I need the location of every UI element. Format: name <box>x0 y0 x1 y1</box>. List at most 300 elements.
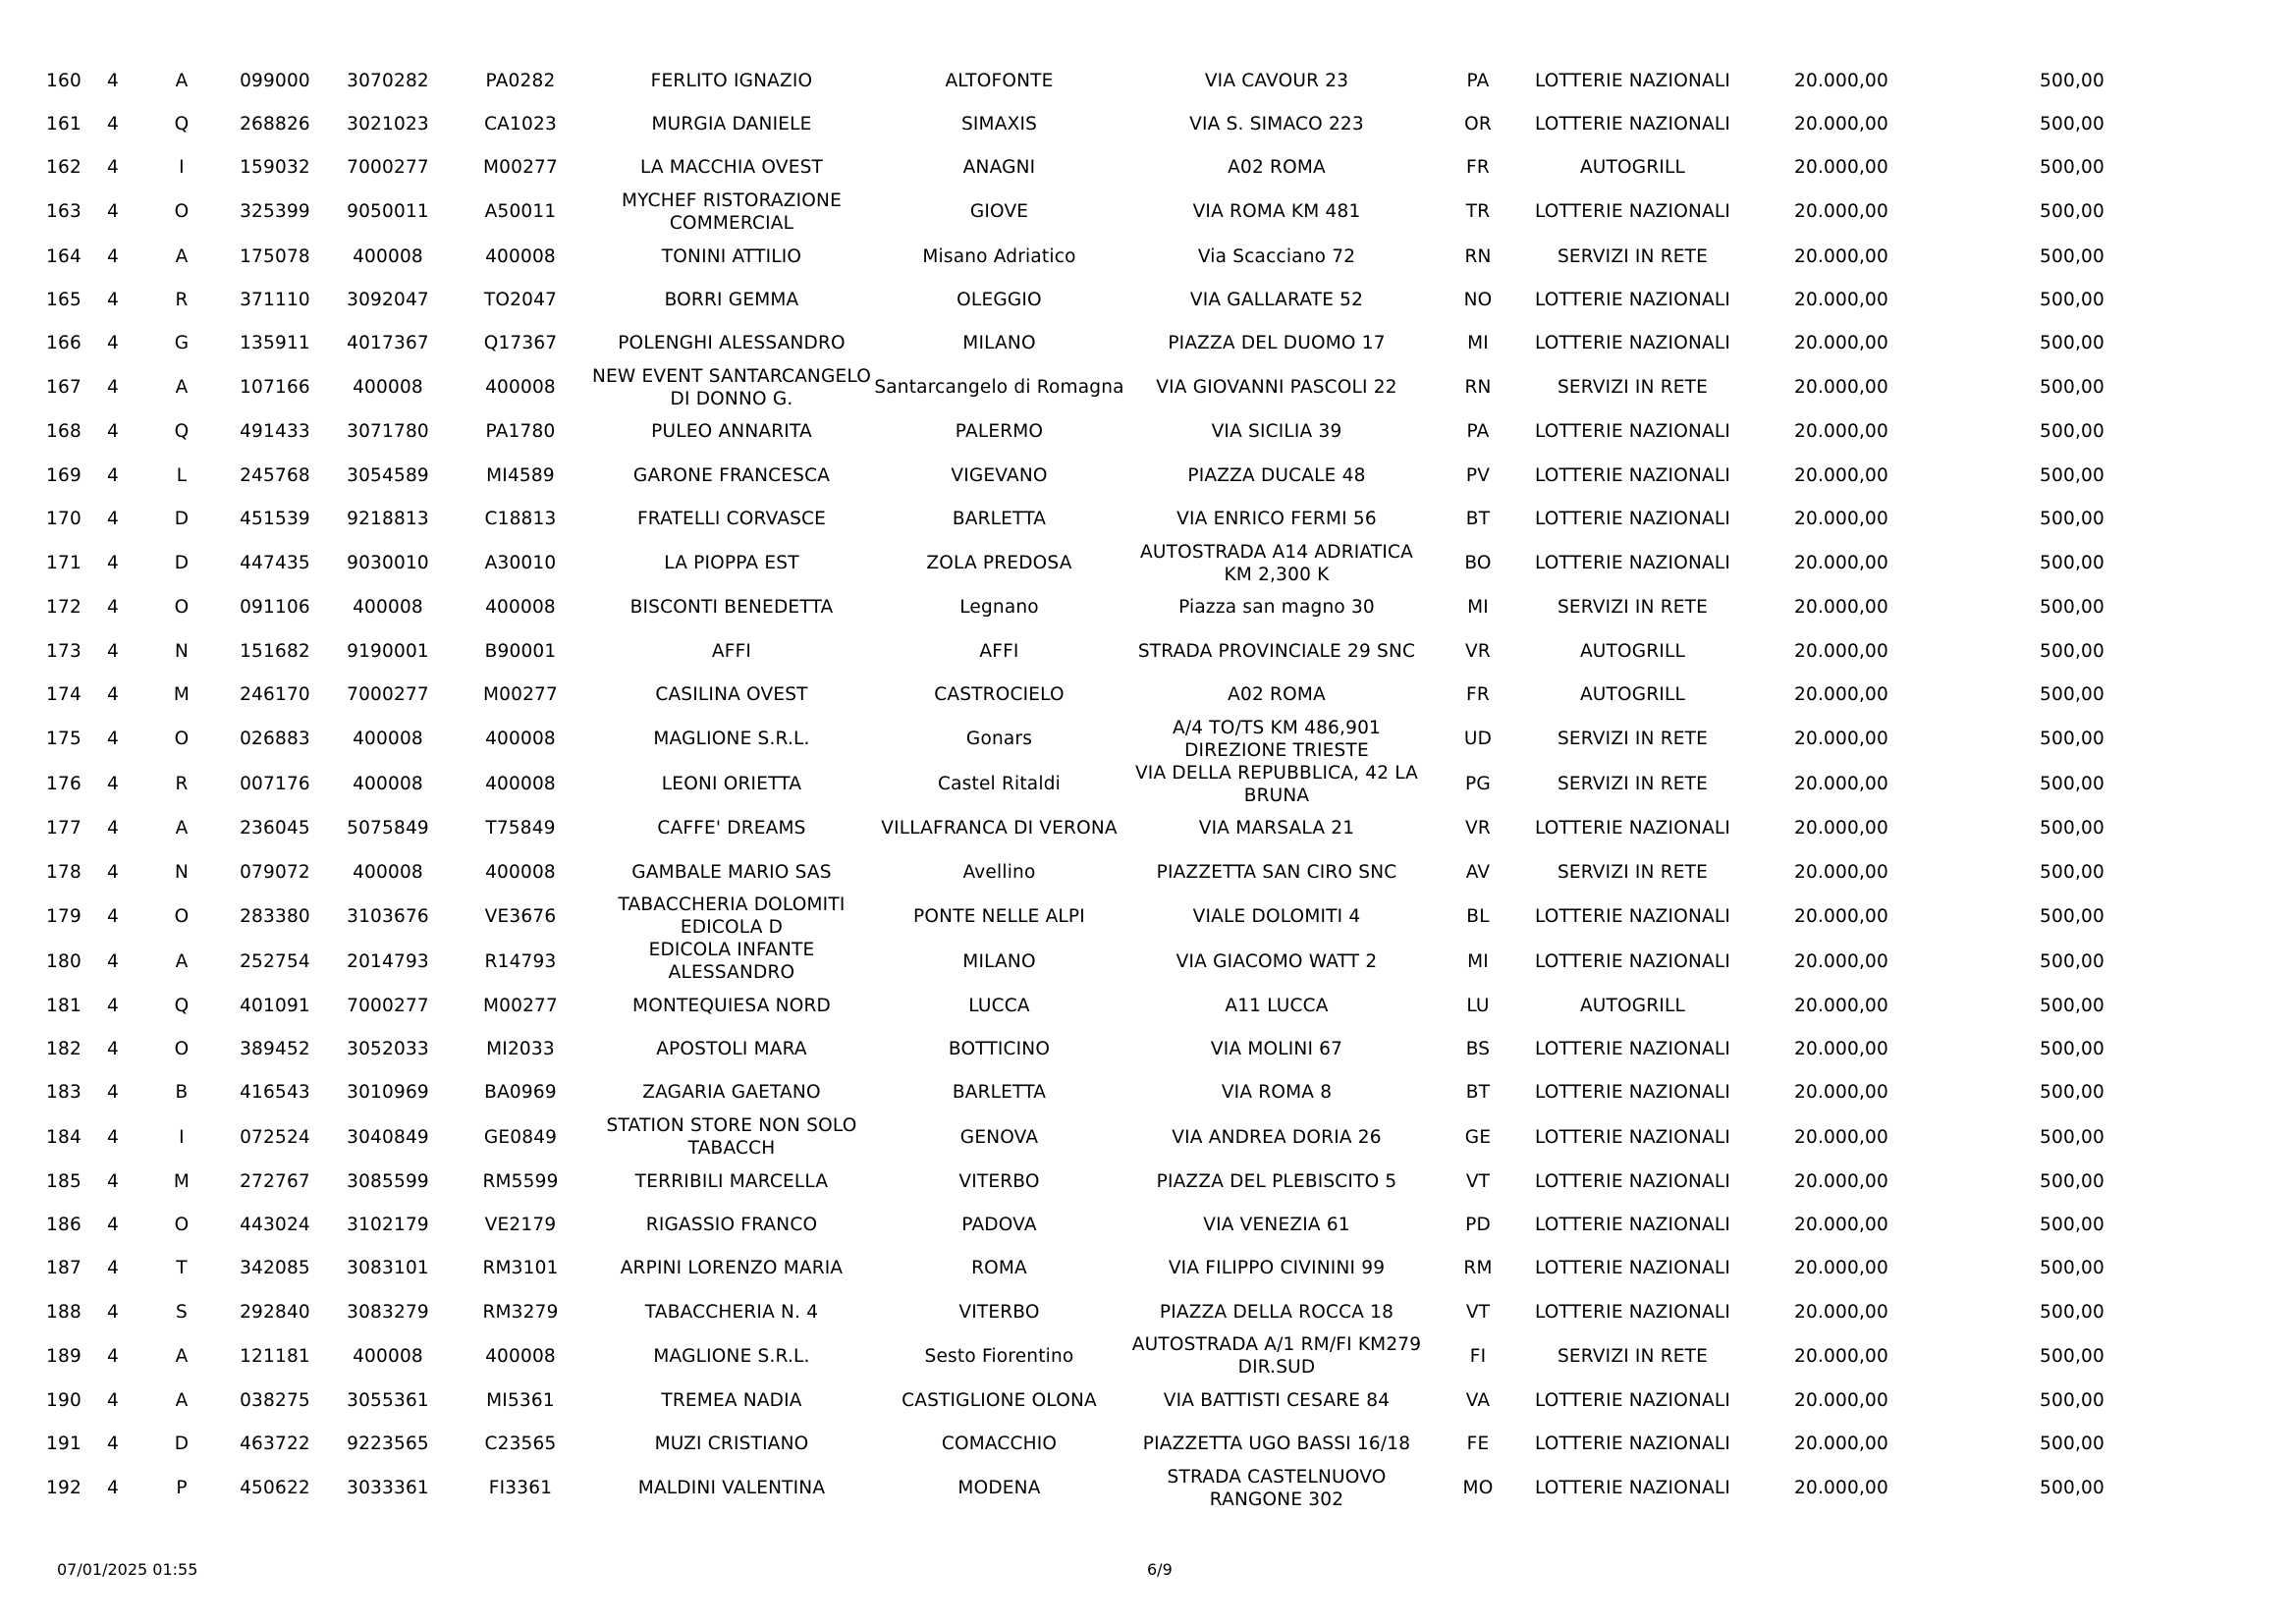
progressive-number-cell: 163 <box>46 201 82 223</box>
province-cell: FE <box>1466 1434 1490 1455</box>
channel-cell: LOTTERIE NAZIONALI <box>1534 1478 1731 1499</box>
address-cell: VIA SICILIA 39 <box>1211 421 1342 443</box>
terminal-code-cell: 400008 <box>485 729 556 750</box>
table-row <box>39 365 2200 410</box>
city-cell: ALTOFONTE <box>945 70 1054 91</box>
table-row <box>39 1114 2200 1160</box>
draw-category-cell: 4 <box>107 333 119 354</box>
terminal-code-cell: BA0969 <box>484 1082 557 1104</box>
prize-amount-cell: 500,00 <box>2040 509 2105 530</box>
ticket-amount-cell: 20.000,00 <box>1794 729 1888 750</box>
series-letter-cell: L <box>176 464 188 486</box>
retailer-name-cell: LA PIOPPA EST <box>664 553 799 574</box>
draw-category-cell: 4 <box>107 421 119 443</box>
retailer-code-cell: 3070282 <box>347 70 429 91</box>
city-cell: GENOVA <box>959 1126 1039 1148</box>
retailer-name-cell: TREMEA NADIA <box>661 1389 802 1411</box>
prize-amount-cell: 500,00 <box>2040 995 2105 1016</box>
table-body <box>39 59 2200 1511</box>
terminal-code-cell: A30010 <box>484 553 557 574</box>
ticket-amount-cell: 20.000,00 <box>1794 1389 1888 1411</box>
prize-amount-cell: 500,00 <box>2040 1301 2105 1323</box>
channel-cell: LOTTERIE NAZIONALI <box>1534 905 1731 927</box>
draw-category-cell: 4 <box>107 597 119 619</box>
channel-cell: AUTOGRILL <box>1579 157 1686 179</box>
address-cell: VIA MARSALA 21 <box>1198 818 1355 839</box>
draw-category-cell: 4 <box>107 950 119 972</box>
retailer-name-cell: ZAGARIA GAETANO <box>642 1082 821 1104</box>
province-cell: FR <box>1466 683 1490 705</box>
progressive-number-cell: 180 <box>46 950 82 972</box>
retailer-name-cell: MONTEQUIESA NORD <box>632 995 831 1016</box>
retailer-code-cell: 3010969 <box>347 1082 429 1104</box>
city-cell: GIOVE <box>969 201 1029 223</box>
retailer-code-cell: 3052033 <box>347 1039 429 1060</box>
channel-cell: LOTTERIE NAZIONALI <box>1534 421 1731 443</box>
retailer-name-cell: MURGIA DANIELE <box>651 113 812 135</box>
address-cell: VIA BATTISTI CESARE 84 <box>1163 1389 1391 1411</box>
ticket-amount-cell: 20.000,00 <box>1794 1345 1888 1367</box>
ticket-number-cell: 099000 <box>240 70 310 91</box>
progressive-number-cell: 169 <box>46 464 82 486</box>
prize-amount-cell: 500,00 <box>2040 1434 2105 1455</box>
series-letter-cell: Q <box>174 995 190 1016</box>
terminal-code-cell: Q17367 <box>483 333 558 354</box>
retailer-code-cell: 3102179 <box>347 1214 429 1235</box>
table-row <box>39 189 2200 235</box>
retailer-code-cell: 9030010 <box>347 553 429 574</box>
terminal-code-cell: 400008 <box>485 245 556 267</box>
prize-amount-cell: 500,00 <box>2040 818 2105 839</box>
address-cell: PIAZZA DEL PLEBISCITO 5 <box>1156 1170 1397 1192</box>
address-cell: VIA ANDREA DORIA 26 <box>1172 1126 1382 1148</box>
progressive-number-cell: 188 <box>46 1301 82 1323</box>
address-cell: PIAZZA DUCALE 48 <box>1187 464 1366 486</box>
province-cell: PA <box>1466 421 1490 443</box>
retailer-code-cell: 400008 <box>353 774 423 795</box>
ticket-number-cell: 121181 <box>240 1345 310 1367</box>
terminal-code-cell: VE3676 <box>484 905 557 927</box>
channel-cell: LOTTERIE NAZIONALI <box>1534 818 1731 839</box>
series-letter-cell: S <box>176 1301 188 1323</box>
channel-cell: LOTTERIE NAZIONALI <box>1534 1214 1731 1235</box>
progressive-number-cell: 170 <box>46 509 82 530</box>
table-row <box>39 146 2200 189</box>
channel-cell: LOTTERIE NAZIONALI <box>1534 464 1731 486</box>
ticket-number-cell: 292840 <box>240 1301 310 1323</box>
ticket-number-cell: 416543 <box>240 1082 310 1104</box>
terminal-code-cell: CA1023 <box>484 113 557 135</box>
progressive-number-cell: 168 <box>46 421 82 443</box>
draw-category-cell: 4 <box>107 729 119 750</box>
city-cell: VIGEVANO <box>951 464 1048 486</box>
retailer-name-cell: ARPINI LORENZO MARIA <box>620 1258 844 1279</box>
series-letter-cell: N <box>174 861 190 883</box>
progressive-number-cell: 179 <box>46 905 82 927</box>
draw-category-cell: 4 <box>107 1345 119 1367</box>
ticket-amount-cell: 20.000,00 <box>1794 70 1888 91</box>
table-row <box>39 1423 2200 1466</box>
progressive-number-cell: 172 <box>46 597 82 619</box>
table-row <box>39 939 2200 984</box>
progressive-number-cell: 192 <box>46 1478 82 1499</box>
province-cell: PG <box>1465 774 1491 795</box>
retailer-code-cell: 2014793 <box>347 950 429 972</box>
address-cell: VIA CAVOUR 23 <box>1204 70 1349 91</box>
terminal-code-cell: PA1780 <box>485 421 556 443</box>
ticket-number-cell: 447435 <box>240 553 310 574</box>
series-letter-cell: N <box>174 640 190 662</box>
address-cell: VIA ROMA 8 <box>1221 1082 1333 1104</box>
address-cell: A02 ROMA <box>1228 157 1326 179</box>
prize-amount-cell: 500,00 <box>2040 729 2105 750</box>
ticket-number-cell: 091106 <box>240 597 310 619</box>
retailer-code-cell: 9218813 <box>347 509 429 530</box>
retailer-name-cell: TONINI ATTILIO <box>661 245 802 267</box>
series-letter-cell: M <box>173 1170 191 1192</box>
province-cell: BO <box>1464 553 1492 574</box>
retailer-code-cell: 400008 <box>353 861 423 883</box>
retailer-name-cell: CASILINA OVEST <box>655 683 808 705</box>
table-row <box>39 410 2200 454</box>
terminal-code-cell: M00277 <box>482 683 558 705</box>
draw-category-cell: 4 <box>107 818 119 839</box>
terminal-code-cell: 400008 <box>485 861 556 883</box>
retailer-name-cell: BISCONTI BENEDETTA <box>629 597 834 619</box>
terminal-code-cell: RM3101 <box>482 1258 559 1279</box>
prize-amount-cell: 500,00 <box>2040 1082 2105 1104</box>
retailer-code-cell: 3040849 <box>347 1126 429 1148</box>
draw-category-cell: 4 <box>107 640 119 662</box>
channel-cell: SERVIZI IN RETE <box>1557 245 1709 267</box>
ticket-number-cell: 079072 <box>240 861 310 883</box>
address-cell: A/4 TO/TS KM 486,901 DIREZIONE TRIESTE <box>1172 717 1382 761</box>
progressive-number-cell: 182 <box>46 1039 82 1060</box>
prize-amount-cell: 500,00 <box>2040 861 2105 883</box>
terminal-code-cell: PA0282 <box>485 70 556 91</box>
retailer-name-cell: GARONE FRANCESCA <box>632 464 831 486</box>
retailer-name-cell: CAFFE' DREAMS <box>657 818 806 839</box>
city-cell: BARLETTA <box>952 1082 1047 1104</box>
terminal-code-cell: C23565 <box>484 1434 557 1455</box>
retailer-name-cell: FRATELLI CORVASCE <box>636 509 827 530</box>
province-cell: RM <box>1463 1258 1493 1279</box>
series-letter-cell: R <box>175 774 189 795</box>
ticket-number-cell: 026883 <box>240 729 310 750</box>
draw-category-cell: 4 <box>107 1478 119 1499</box>
draw-category-cell: 4 <box>107 995 119 1016</box>
ticket-amount-cell: 20.000,00 <box>1794 421 1888 443</box>
city-cell: ANAGNI <box>962 157 1036 179</box>
prize-amount-cell: 500,00 <box>2040 774 2105 795</box>
channel-cell: SERVIZI IN RETE <box>1557 861 1709 883</box>
ticket-amount-cell: 20.000,00 <box>1794 640 1888 662</box>
address-cell: A02 ROMA <box>1228 683 1326 705</box>
series-letter-cell: I <box>179 1126 185 1148</box>
table-row <box>39 850 2200 893</box>
province-cell: BL <box>1466 905 1490 927</box>
prize-amount-cell: 500,00 <box>2040 421 2105 443</box>
terminal-code-cell: MI5361 <box>486 1389 555 1411</box>
ticket-amount-cell: 20.000,00 <box>1794 1082 1888 1104</box>
province-cell: TR <box>1465 201 1491 223</box>
retailer-code-cell: 9190001 <box>347 640 429 662</box>
channel-cell: LOTTERIE NAZIONALI <box>1534 113 1731 135</box>
ticket-number-cell: 401091 <box>240 995 310 1016</box>
city-cell: Santarcangelo di Romagna <box>874 377 1124 399</box>
draw-category-cell: 4 <box>107 113 119 135</box>
ticket-amount-cell: 20.000,00 <box>1794 553 1888 574</box>
draw-category-cell: 4 <box>107 509 119 530</box>
ticket-amount-cell: 20.000,00 <box>1794 509 1888 530</box>
ticket-number-cell: 245768 <box>240 464 310 486</box>
table-row <box>39 984 2200 1027</box>
city-cell: VITERBO <box>958 1301 1040 1323</box>
table-row <box>39 1290 2200 1333</box>
ticket-number-cell: 007176 <box>240 774 310 795</box>
address-cell: VIA ROMA KM 481 <box>1192 201 1361 223</box>
series-letter-cell: G <box>174 333 190 354</box>
city-cell: LUCCA <box>968 995 1030 1016</box>
channel-cell: LOTTERIE NAZIONALI <box>1534 1082 1731 1104</box>
retailer-code-cell: 3103676 <box>347 905 429 927</box>
series-letter-cell: Q <box>174 421 190 443</box>
ticket-number-cell: 325399 <box>240 201 310 223</box>
retailer-name-cell: TABACCHERIA DOLOMITI EDICOLA D <box>618 894 846 939</box>
draw-category-cell: 4 <box>107 464 119 486</box>
retailer-code-cell: 3085599 <box>347 1170 429 1192</box>
progressive-number-cell: 166 <box>46 333 82 354</box>
address-cell: VIA VENEZIA 61 <box>1203 1214 1350 1235</box>
terminal-code-cell: T75849 <box>485 818 556 839</box>
prize-amount-cell: 500,00 <box>2040 289 2105 310</box>
address-cell: PIAZZETTA SAN CIRO SNC <box>1156 861 1397 883</box>
footer-page-number: 6/9 <box>1147 1560 1173 1579</box>
ticket-amount-cell: 20.000,00 <box>1794 774 1888 795</box>
address-cell: VIA GALLARATE 52 <box>1189 289 1364 310</box>
draw-category-cell: 4 <box>107 553 119 574</box>
ticket-amount-cell: 20.000,00 <box>1794 597 1888 619</box>
draw-category-cell: 4 <box>107 289 119 310</box>
terminal-code-cell: RM5599 <box>482 1170 559 1192</box>
city-cell: PADOVA <box>961 1214 1037 1235</box>
address-cell: VIA MOLINI 67 <box>1210 1039 1343 1060</box>
draw-category-cell: 4 <box>107 1082 119 1104</box>
province-cell: OR <box>1464 113 1492 135</box>
city-cell: Gonars <box>965 729 1033 750</box>
ticket-number-cell: 389452 <box>240 1039 310 1060</box>
terminal-code-cell: 400008 <box>485 597 556 619</box>
draw-category-cell: 4 <box>107 70 119 91</box>
city-cell: BOTTICINO <box>948 1039 1051 1060</box>
progressive-number-cell: 167 <box>46 377 82 399</box>
ticket-number-cell: 072524 <box>240 1126 310 1148</box>
retailer-code-cell: 400008 <box>353 377 423 399</box>
table-row <box>39 717 2200 762</box>
progressive-number-cell: 181 <box>46 995 82 1016</box>
terminal-code-cell: FI3361 <box>488 1478 553 1499</box>
address-cell: Piazza san magno 30 <box>1178 597 1375 619</box>
retailer-code-cell: 3054589 <box>347 464 429 486</box>
ticket-number-cell: 252754 <box>240 950 310 972</box>
terminal-code-cell: 400008 <box>485 1345 556 1367</box>
draw-category-cell: 4 <box>107 683 119 705</box>
prize-amount-cell: 500,00 <box>2040 333 2105 354</box>
province-cell: FI <box>1469 1345 1487 1367</box>
channel-cell: SERVIZI IN RETE <box>1557 1345 1709 1367</box>
province-cell: MI <box>1467 597 1489 619</box>
terminal-code-cell: B90001 <box>484 640 557 662</box>
ticket-number-cell: 236045 <box>240 818 310 839</box>
channel-cell: AUTOGRILL <box>1579 995 1686 1016</box>
province-cell: PV <box>1465 464 1491 486</box>
city-cell: CASTROCIELO <box>934 683 1065 705</box>
ticket-number-cell: 246170 <box>240 683 310 705</box>
retailer-name-cell: MAGLIONE S.R.L. <box>653 729 810 750</box>
table-row <box>39 1247 2200 1290</box>
ticket-amount-cell: 20.000,00 <box>1794 683 1888 705</box>
retailer-name-cell: PULEO ANNARITA <box>651 421 812 443</box>
city-cell: ZOLA PREDOSA <box>926 553 1072 574</box>
series-letter-cell: R <box>175 289 189 310</box>
progressive-number-cell: 184 <box>46 1126 82 1148</box>
series-letter-cell: O <box>174 597 190 619</box>
retailer-name-cell: NEW EVENT SANTARCANGELO DI DONNO G. <box>591 365 872 409</box>
ticket-amount-cell: 20.000,00 <box>1794 1039 1888 1060</box>
retailer-name-cell: STATION STORE NON SOLO TABACCH <box>606 1115 857 1160</box>
ticket-amount-cell: 20.000,00 <box>1794 1170 1888 1192</box>
progressive-number-cell: 173 <box>46 640 82 662</box>
ticket-amount-cell: 20.000,00 <box>1794 1258 1888 1279</box>
progressive-number-cell: 175 <box>46 729 82 750</box>
retailer-code-cell: 3083279 <box>347 1301 429 1323</box>
progressive-number-cell: 183 <box>46 1082 82 1104</box>
address-cell: VIA GIACOMO WATT 2 <box>1175 950 1378 972</box>
province-cell: GE <box>1464 1126 1492 1148</box>
terminal-code-cell: C18813 <box>484 509 557 530</box>
channel-cell: LOTTERIE NAZIONALI <box>1534 1170 1731 1192</box>
ticket-number-cell: 107166 <box>240 377 310 399</box>
table-row <box>39 1333 2200 1379</box>
ticket-number-cell: 272767 <box>240 1170 310 1192</box>
ticket-amount-cell: 20.000,00 <box>1794 1214 1888 1235</box>
draw-category-cell: 4 <box>107 1434 119 1455</box>
progressive-number-cell: 190 <box>46 1389 82 1411</box>
city-cell: PONTE NELLE ALPI <box>913 905 1085 927</box>
retailer-code-cell: 400008 <box>353 729 423 750</box>
retailer-code-cell: 3083101 <box>347 1258 429 1279</box>
draw-category-cell: 4 <box>107 1301 119 1323</box>
province-cell: PD <box>1465 1214 1491 1235</box>
table-row <box>39 893 2200 939</box>
retailer-name-cell: MYCHEF RISTORAZIONE COMMERCIAL <box>622 189 842 234</box>
channel-cell: LOTTERIE NAZIONALI <box>1534 70 1731 91</box>
ticket-amount-cell: 20.000,00 <box>1794 289 1888 310</box>
province-cell: UD <box>1463 729 1493 750</box>
terminal-code-cell: VE2179 <box>484 1214 557 1235</box>
table-row <box>39 586 2200 629</box>
province-cell: VR <box>1465 818 1491 839</box>
retailer-name-cell: MAGLIONE S.R.L. <box>653 1345 810 1367</box>
series-letter-cell: O <box>174 729 190 750</box>
prize-amount-cell: 500,00 <box>2040 1039 2105 1060</box>
table-row <box>39 807 2200 850</box>
city-cell: ROMA <box>971 1258 1027 1279</box>
prize-amount-cell: 500,00 <box>2040 464 2105 486</box>
prize-amount-cell: 500,00 <box>2040 1345 2105 1367</box>
table-row <box>39 1071 2200 1114</box>
series-letter-cell: I <box>179 157 185 179</box>
retailer-code-cell: 7000277 <box>347 683 429 705</box>
channel-cell: LOTTERIE NAZIONALI <box>1534 1301 1731 1323</box>
ticket-amount-cell: 20.000,00 <box>1794 333 1888 354</box>
address-cell: VIA DELLA REPUBBLICA, 42 LA BRUNA <box>1134 762 1419 806</box>
retailer-code-cell: 3021023 <box>347 113 429 135</box>
table-row <box>39 673 2200 716</box>
prize-amount-cell: 500,00 <box>2040 245 2105 267</box>
channel-cell: LOTTERIE NAZIONALI <box>1534 553 1731 574</box>
address-cell: VIA S. SIMACO 223 <box>1189 113 1364 135</box>
ticket-amount-cell: 20.000,00 <box>1794 1301 1888 1323</box>
prize-amount-cell: 500,00 <box>2040 1478 2105 1499</box>
province-cell: VT <box>1465 1170 1491 1192</box>
ticket-number-cell: 450622 <box>240 1478 310 1499</box>
province-cell: BT <box>1465 509 1491 530</box>
ticket-amount-cell: 20.000,00 <box>1794 464 1888 486</box>
retailer-name-cell: APOSTOLI MARA <box>656 1039 807 1060</box>
ticket-amount-cell: 20.000,00 <box>1794 950 1888 972</box>
retailer-name-cell: TERRIBILI MARCELLA <box>634 1170 829 1192</box>
terminal-code-cell: M00277 <box>482 995 558 1016</box>
ticket-number-cell: 175078 <box>240 245 310 267</box>
prize-amount-cell: 500,00 <box>2040 1170 2105 1192</box>
city-cell: SIMAXIS <box>960 113 1038 135</box>
series-letter-cell: Q <box>174 113 190 135</box>
progressive-number-cell: 164 <box>46 245 82 267</box>
progressive-number-cell: 161 <box>46 113 82 135</box>
retailer-name-cell: FERLITO IGNAZIO <box>650 70 813 91</box>
table-row <box>39 235 2200 278</box>
ticket-amount-cell: 20.000,00 <box>1794 861 1888 883</box>
city-cell: MILANO <box>962 333 1036 354</box>
city-cell: AFFI <box>979 640 1019 662</box>
table-row <box>39 1027 2200 1070</box>
terminal-code-cell: TO2047 <box>483 289 558 310</box>
progressive-number-cell: 177 <box>46 818 82 839</box>
table-row <box>39 278 2200 321</box>
series-letter-cell: D <box>174 553 190 574</box>
address-cell: VIALE DOLOMITI 4 <box>1192 905 1361 927</box>
progressive-number-cell: 174 <box>46 683 82 705</box>
channel-cell: SERVIZI IN RETE <box>1557 729 1709 750</box>
table-row <box>39 629 2200 673</box>
channel-cell: LOTTERIE NAZIONALI <box>1534 509 1731 530</box>
province-cell: VR <box>1465 640 1491 662</box>
city-cell: CASTIGLIONE OLONA <box>902 1389 1097 1411</box>
retailer-name-cell: RIGASSIO FRANCO <box>645 1214 818 1235</box>
ticket-number-cell: 463722 <box>240 1434 310 1455</box>
address-cell: STRADA PROVINCIALE 29 SNC <box>1137 640 1416 662</box>
channel-cell: LOTTERIE NAZIONALI <box>1534 1434 1731 1455</box>
draw-category-cell: 4 <box>107 861 119 883</box>
table-row <box>39 1203 2200 1246</box>
province-cell: LU <box>1466 995 1490 1016</box>
channel-cell: LOTTERIE NAZIONALI <box>1534 950 1731 972</box>
ticket-amount-cell: 20.000,00 <box>1794 818 1888 839</box>
draw-category-cell: 4 <box>107 774 119 795</box>
ticket-amount-cell: 20.000,00 <box>1794 905 1888 927</box>
retailer-name-cell: TABACCHERIA N. 4 <box>644 1301 819 1323</box>
